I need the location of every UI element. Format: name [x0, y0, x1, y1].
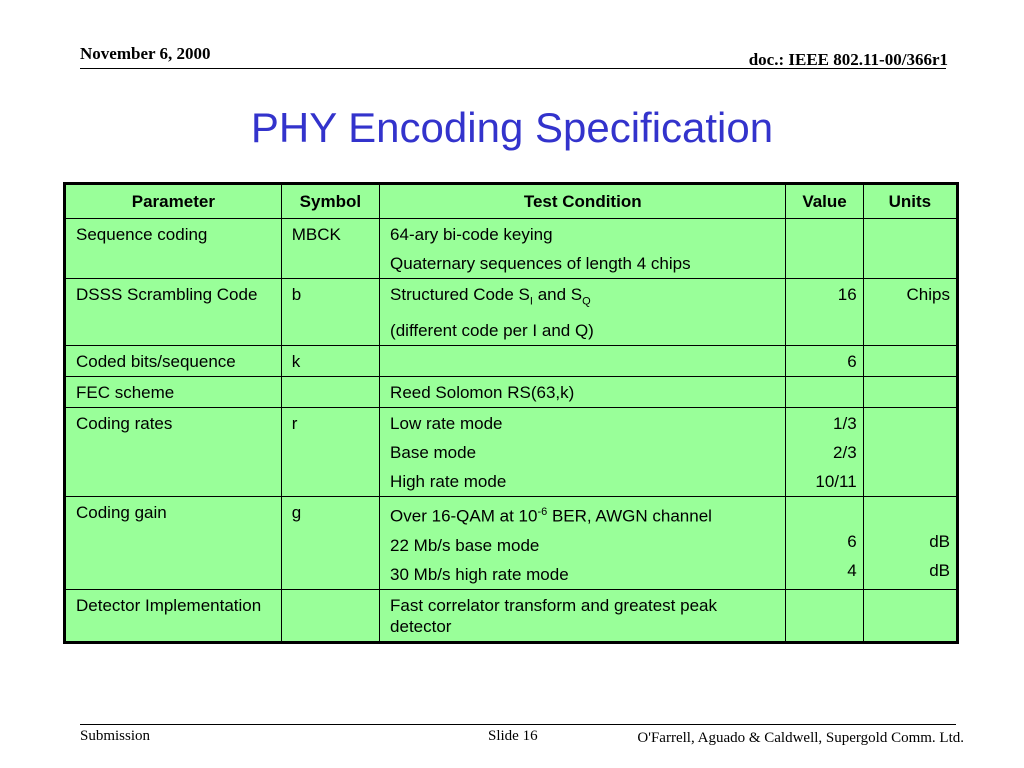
value-line: 4 — [847, 561, 857, 581]
units-cell — [863, 377, 957, 408]
condition-line — [390, 284, 775, 312]
value-cell — [786, 590, 863, 643]
condition-line: (different code per I and Q) — [390, 321, 594, 341]
footer-slide-number: Slide 16 — [488, 728, 538, 744]
units-line — [874, 351, 950, 372]
units-line: dB — [929, 561, 950, 581]
units-line: dB — [929, 532, 950, 552]
subscript: Q — [582, 295, 591, 308]
symbol-cell: MBCK — [281, 219, 379, 279]
header-date: November 6, 2000 — [80, 44, 211, 63]
test-condition-cell — [380, 497, 786, 590]
test-condition-cell — [380, 346, 786, 377]
col-header-value: Value — [786, 184, 863, 219]
value-line — [796, 595, 856, 616]
condition-line: Fast correlator transform and greatest peak detector — [390, 596, 717, 637]
value-cell — [786, 279, 863, 346]
condition-line: Base mode — [390, 443, 477, 463]
condition-text: Over 16-QAM at 10 — [390, 507, 538, 527]
value-line — [796, 253, 856, 274]
table-header-row — [65, 184, 958, 219]
symbol-cell — [281, 590, 379, 643]
col-header-parameter: Parameter — [65, 184, 282, 219]
condition-line — [390, 502, 775, 527]
condition-line — [390, 351, 775, 372]
value-line: 16 — [837, 285, 857, 304]
parameter-cell: Coded bits/sequence — [65, 346, 282, 377]
table-body — [65, 219, 958, 643]
condition-line: 30 Mb/s high rate mode — [390, 565, 569, 585]
value-cell — [786, 346, 863, 377]
value-line: 6 — [847, 532, 857, 552]
value-line: 6 — [847, 352, 857, 372]
col-header-units: Units — [863, 184, 957, 219]
col-header-test-condition: Test Condition — [380, 184, 786, 219]
col-header-symbol: Symbol — [281, 184, 379, 219]
units-cell — [863, 346, 957, 377]
symbol-cell: b — [281, 279, 379, 346]
footer-authors: O'Farrell, Aguado & Caldwell, Supergold Comm. Ltd. — [637, 730, 964, 746]
units-line — [874, 313, 950, 334]
value-line: 2/3 — [833, 443, 857, 463]
units-line — [874, 502, 950, 523]
slide-title: PHY Encoding Specification — [250, 104, 774, 151]
units-line — [874, 253, 950, 274]
table-row — [65, 497, 958, 590]
condition-line: 64-ary bi-code keying — [390, 225, 553, 244]
condition-line: Quaternary sequences of length 4 chips — [390, 254, 691, 273]
units-cell — [863, 590, 957, 643]
units-cell — [863, 279, 957, 346]
parameter-cell: DSSS Scrambling Code — [65, 279, 282, 346]
value-cell — [786, 219, 863, 279]
symbol-cell: k — [281, 346, 379, 377]
table-row — [65, 408, 958, 497]
subscript: I — [529, 295, 533, 308]
parameter-cell: Detector Implementation — [65, 590, 282, 643]
value-line — [796, 224, 856, 245]
condition-line: Low rate mode — [390, 414, 503, 434]
units-line — [874, 471, 950, 492]
footer-rule — [80, 724, 956, 725]
units-line — [874, 382, 950, 403]
value-cell — [786, 408, 863, 497]
test-condition-cell — [380, 377, 786, 408]
units-line — [874, 595, 950, 616]
condition-line: High rate mode — [390, 472, 507, 492]
value-cell — [786, 377, 863, 408]
condition-line: 22 Mb/s base mode — [390, 536, 540, 556]
units-cell — [863, 219, 957, 279]
parameter-cell: Coding rates — [65, 408, 282, 497]
units-line — [874, 442, 950, 463]
value-cell — [786, 497, 863, 590]
symbol-cell: g — [281, 497, 379, 590]
parameter-cell: FEC scheme — [65, 377, 282, 408]
symbol-cell: r — [281, 408, 379, 497]
test-condition-cell — [380, 408, 786, 497]
parameter-cell: Sequence coding — [65, 219, 282, 279]
condition-text: BER, AWGN channel — [547, 507, 712, 527]
table-row — [65, 377, 958, 408]
value-line — [796, 382, 856, 403]
value-line — [796, 313, 856, 334]
symbol-cell — [281, 377, 379, 408]
units-line — [874, 224, 950, 245]
parameter-cell: Coding gain — [65, 497, 282, 590]
units-line: Chips — [906, 285, 950, 304]
spec-table — [63, 182, 959, 644]
test-condition-cell — [380, 279, 786, 346]
value-line: 1/3 — [833, 414, 857, 434]
condition-line: Reed Solomon RS(63,k) — [390, 383, 575, 403]
table-row — [65, 346, 958, 377]
value-line: 10/11 — [815, 472, 857, 492]
test-condition-cell — [380, 590, 786, 643]
table-row — [65, 219, 958, 279]
condition-text: Structured Code S — [390, 285, 530, 304]
table-row — [65, 279, 958, 346]
units-cell — [863, 497, 957, 590]
table-row — [65, 590, 958, 643]
superscript: -6 — [537, 506, 548, 519]
header-rule — [80, 68, 946, 69]
value-line — [796, 502, 856, 523]
units-cell — [863, 408, 957, 497]
header-doc-id: doc.: IEEE 802.11-00/366r1 — [748, 50, 948, 69]
test-condition-cell — [380, 219, 786, 279]
footer-submission: Submission — [80, 728, 151, 744]
condition-text: and S — [532, 285, 583, 304]
units-line — [874, 413, 950, 434]
